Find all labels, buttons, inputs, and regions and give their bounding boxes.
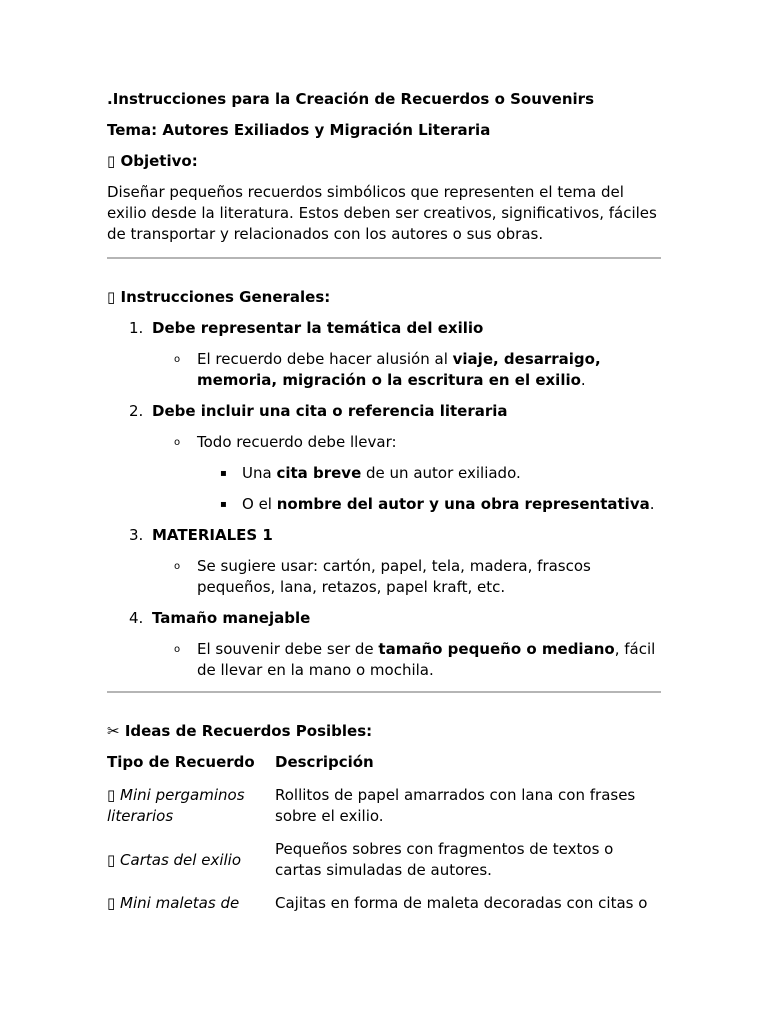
ideas-heading <box>107 721 661 742</box>
square-bullet-icon: ▪ <box>220 499 227 510</box>
subitem-text: Todo recuerdo debe llevar: <box>197 433 397 451</box>
circle-bullet-icon: o <box>174 354 181 365</box>
table-header-row <box>107 752 661 785</box>
subitem-text: Se sugiere usar: cartón, papel, tela, madera, frascos pequeños, lana, retazos, papel kraft, etc. <box>197 557 591 596</box>
instruction-subitem <box>107 556 661 598</box>
objective-heading-text: Objetivo: <box>120 152 198 170</box>
section-divider <box>107 691 661 693</box>
table-row <box>107 785 661 839</box>
circle-bullet-icon: o <box>174 437 181 448</box>
table-row <box>107 839 661 893</box>
document-theme: Tema: Autores Exiliados y Migración Literaria <box>107 121 491 139</box>
section-divider <box>107 257 661 259</box>
instruction-subsubitem <box>107 494 661 515</box>
instructions-icon: ▯ <box>107 288 116 306</box>
item-title: MATERIALES 1 <box>152 526 273 544</box>
item-number: 2. <box>129 402 144 420</box>
subitem-text-bold: viaje, desarraigo, memoria, migración o la escritura en el exilio <box>197 350 601 389</box>
table-cell-type <box>107 839 275 893</box>
circle-bullet-icon: o <box>174 561 181 572</box>
table-cell-type <box>107 785 275 839</box>
instructions-heading-text: Instrucciones Generales: <box>120 288 331 306</box>
document-title: .Instrucciones para la Creación de Recuerdos o Souvenirs <box>107 90 594 108</box>
instruction-subitem <box>107 349 661 391</box>
placeholder-icon: ▯ <box>107 894 116 912</box>
table-header-cell: Tipo de Recuerdo <box>107 753 255 771</box>
subitem-text-bold: tamaño pequeño o mediano <box>378 640 615 658</box>
subitem-text-post: . <box>580 371 586 389</box>
type-text: Cartas del exilio <box>120 850 242 869</box>
subsub-text-pre: Una <box>242 464 277 482</box>
instruction-item <box>107 318 661 339</box>
subsub-text-bold: cita breve <box>276 464 362 482</box>
placeholder-icon: ▯ <box>107 786 116 804</box>
subsub-text-post: de un autor exiliado. <box>361 464 521 482</box>
objective-heading <box>107 151 661 172</box>
item-title: Tamaño manejable <box>152 609 311 627</box>
subitem-text-pre: El recuerdo debe hacer alusión al <box>197 350 453 368</box>
instruction-subitem <box>107 639 661 681</box>
table-row <box>107 893 661 926</box>
document-content <box>107 89 661 926</box>
item-number: 4. <box>129 609 144 627</box>
item-number: 3. <box>129 526 144 544</box>
type-text: Mini maletas de <box>120 894 240 912</box>
scissors-icon: ✂ <box>107 722 120 740</box>
item-title: Debe incluir una cita o referencia literaria <box>152 402 508 420</box>
instruction-item <box>107 525 661 546</box>
instruction-subsubitem <box>107 463 661 484</box>
square-bullet-icon: ▪ <box>220 468 227 479</box>
table-cell-type <box>107 893 275 926</box>
table-cell-desc: Pequeños sobres con fragmentos de textos o cartas simuladas de autores. <box>275 840 614 879</box>
instruction-item <box>107 401 661 422</box>
table-cell-desc: Rollitos de papel amarrados con lana con frases sobre el exilio. <box>275 786 636 825</box>
placeholder-icon: ▯ <box>107 850 116 869</box>
instruction-item <box>107 608 661 629</box>
ideas-heading-text: Ideas de Recuerdos Posibles: <box>124 722 373 740</box>
item-title: Debe representar la temática del exilio <box>152 319 484 337</box>
subsub-text-pre: O el <box>242 495 277 513</box>
table-header-cell: Descripción <box>275 753 374 771</box>
objective-icon: ▯ <box>107 152 116 170</box>
objective-text: Diseñar pequeños recuerdos simbólicos que representen el tema del exilio desde la literatura. Estos deben ser creativos, significativos, fáciles de transportar y relacionados con los autores o sus obras. <box>107 183 657 243</box>
instructions-heading <box>107 287 661 308</box>
type-text: Mini pergaminos literarios <box>107 786 245 825</box>
instruction-subitem <box>107 432 661 453</box>
subitem-text-pre: El souvenir debe ser de <box>197 640 379 658</box>
table-cell-desc: Cajitas en forma de maleta decoradas con citas o <box>275 894 648 912</box>
item-number: 1. <box>129 319 144 337</box>
circle-bullet-icon: o <box>174 644 181 655</box>
subitem-text-post: , fácil de llevar en la mano o mochila. <box>197 640 656 679</box>
subsub-text-post: . <box>649 495 655 513</box>
subsub-text-bold: nombre del autor y una obra representativa <box>276 495 650 513</box>
ideas-table <box>107 752 661 926</box>
